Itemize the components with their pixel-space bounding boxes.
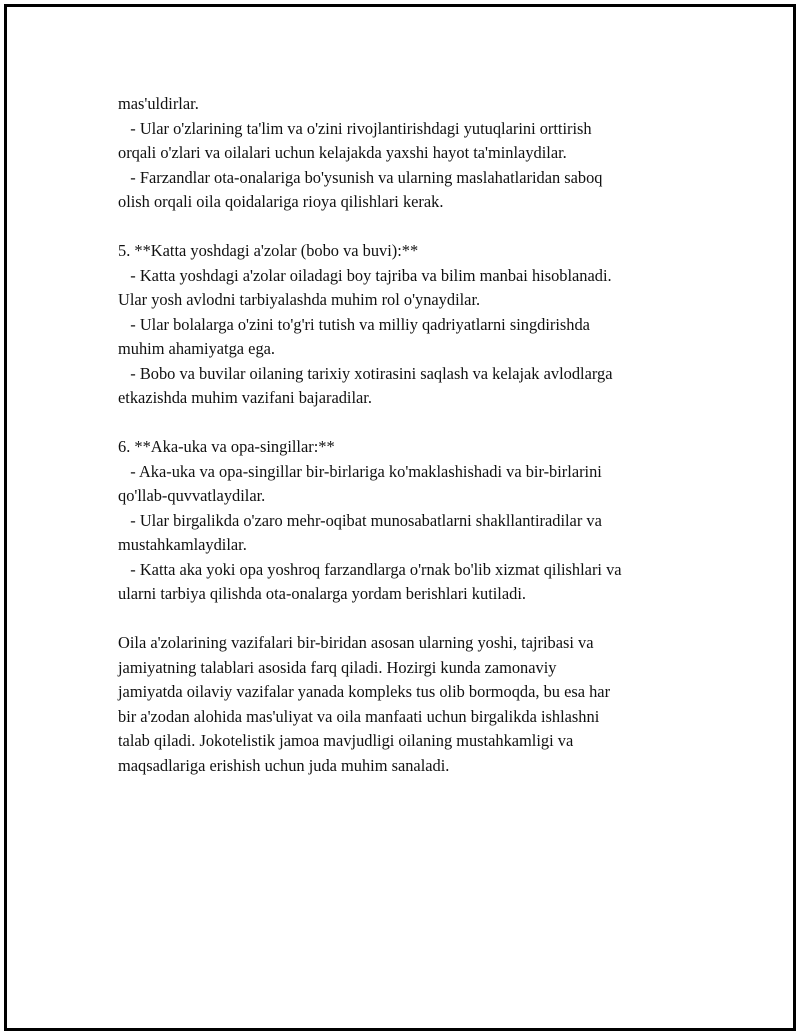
text-line: jamiyatda oilaviy vazifalar yanada kompleks tus olib bormoqda, bu esa har bbox=[118, 682, 611, 701]
blank-line bbox=[118, 215, 708, 240]
blank-line bbox=[118, 607, 708, 632]
text-line: maqsadlariga erishish uchun juda muhim sanaladi. bbox=[118, 755, 450, 775]
text-line: jamiyatning talablari asosida farq qiladi. Hozirgi kunda zamonaviy bbox=[118, 657, 557, 677]
text-line: - Aka-uka va opa-singillar bir-birlariga ko'maklashishadi va bir-birlarini bbox=[118, 461, 602, 481]
section-heading: 5. **Katta yoshdagi a'zolar (bobo va buvi):** bbox=[118, 241, 419, 260]
text-line: - Ular o'zlarining ta'lim va o'zini rivojlantirishdagi yutuqlarini orttirish bbox=[118, 118, 592, 138]
text-line: - Katta yoshdagi a'zolar oiladagi boy tajriba va bilim manbai hisoblanadi. bbox=[118, 265, 612, 285]
text-line: Oila a'zolarining vazifalari bir-biridan asosan ularning yoshi, tajribasi va bbox=[118, 633, 594, 652]
blank-line bbox=[118, 411, 708, 436]
text-line: - Farzandlar ota-onalariga bo'ysunish va ularning maslahatlaridan saboq bbox=[118, 167, 603, 187]
text-line: orqali o'zlari va oilalari uchun kelajakda yaxshi hayot ta'minlaydilar. bbox=[118, 143, 567, 162]
text-line: talab qiladi. Jokotelistik jamoa mavjudligi oilaning mustahkamligi va bbox=[118, 731, 574, 750]
text-line: ularni tarbiya qilishda ota-onalarga yordam berishlari kutiladi. bbox=[118, 584, 526, 603]
text-line: mustahkamlaydilar. bbox=[118, 535, 247, 554]
text-line: muhim ahamiyatga ega. bbox=[118, 339, 276, 358]
text-line: qo'llab-quvvatlaydilar. bbox=[118, 486, 266, 505]
section-heading: 6. **Aka-uka va opa-singillar:** bbox=[118, 437, 335, 456]
text-line: - Ular bolalarga o'zini to'g'ri tutish va milliy qadriyatlarni singdirishda bbox=[118, 314, 590, 334]
text-line: etkazishda muhim vazifani bajaradilar. bbox=[118, 388, 372, 407]
text-line: - Katta aka yoki opa yoshroq farzandlarga o'rnak bo'lib xizmat qilishlari va bbox=[118, 559, 622, 579]
text-line: olish orqali oila qoidalariga rioya qilishlari kerak. bbox=[118, 192, 444, 211]
text-line: Ular yosh avlodni tarbiyalashda muhim rol o'ynaydilar. bbox=[118, 290, 481, 309]
text-line: bir a'zodan alohida mas'uliyat va oila manfaati uchun birgalikda ishlashni bbox=[118, 706, 600, 726]
text-line: - Ular birgalikda o'zaro mehr-oqibat munosabatlarni shakllantiradilar va bbox=[118, 510, 602, 530]
text-line: mas'uldirlar. bbox=[118, 94, 199, 113]
text-line: - Bobo va buvilar oilaning tarixiy xotirasini saqlash va kelajak avlodlarga bbox=[118, 363, 613, 383]
document-body bbox=[118, 92, 708, 778]
